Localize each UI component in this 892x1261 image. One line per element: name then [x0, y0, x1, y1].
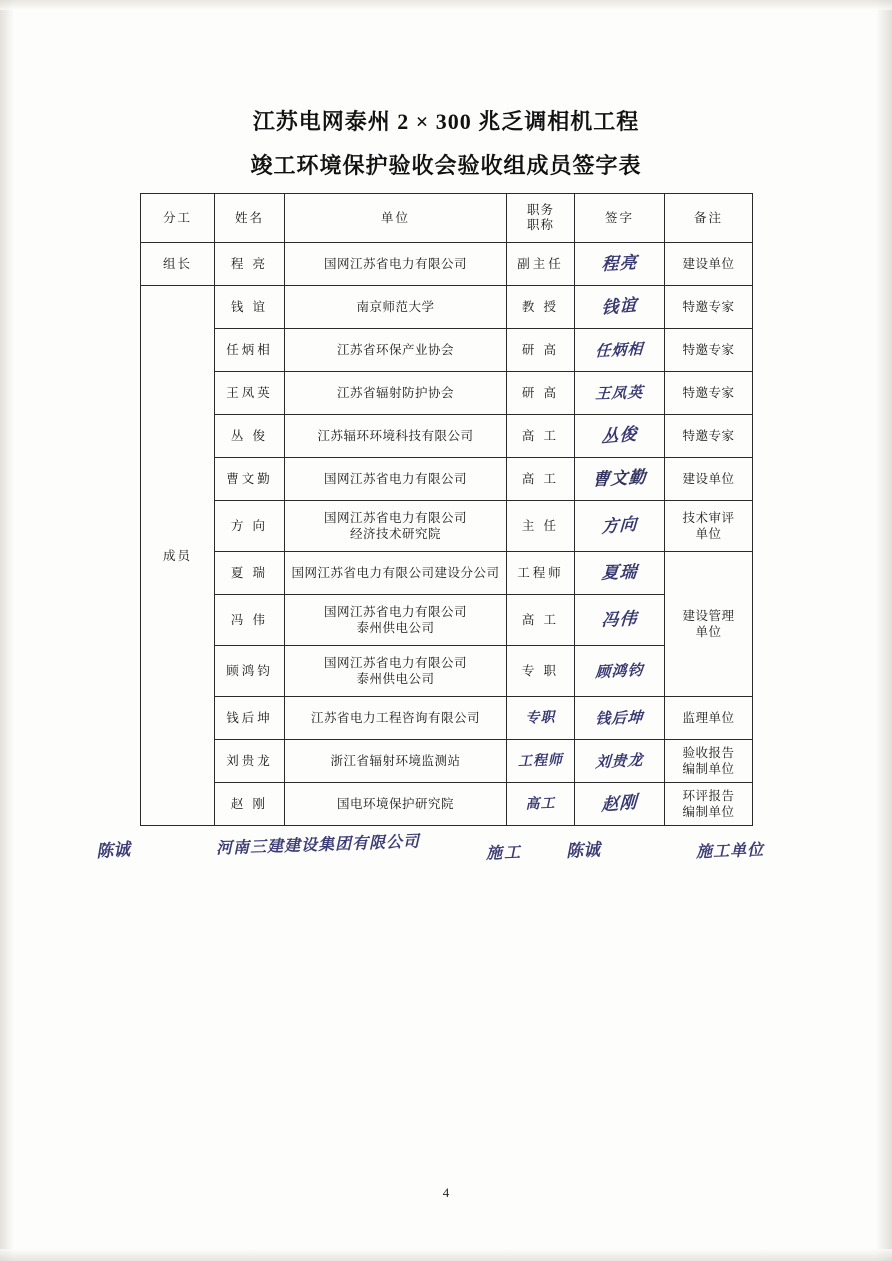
- title-cell: 研 高: [507, 329, 575, 372]
- unit-cell: 江苏省环保产业协会: [285, 329, 507, 372]
- table-row: [141, 372, 753, 415]
- title-cell-handwritten: [507, 740, 575, 783]
- scan-edge-left: [0, 0, 14, 1261]
- unit-cell: 国网江苏省电力有限公司: [285, 243, 507, 286]
- unit-cell: [285, 501, 507, 552]
- header-role: 分工: [141, 194, 215, 243]
- role-member: 成员: [141, 286, 215, 826]
- name-cell: 顾鸿钧: [215, 646, 285, 697]
- title-cell: 主 任: [507, 501, 575, 552]
- bottom-handwritten-annotations: [86, 830, 826, 876]
- signature-cell: [575, 415, 665, 458]
- remark-line-2: 编制单位: [682, 762, 735, 776]
- unit-line-1: 国网江苏省电力有限公司: [323, 656, 467, 670]
- signature-handwriting: 王凤英: [594, 383, 645, 403]
- unit-cell: 国电环境保护研究院: [285, 783, 507, 826]
- table-row: [141, 697, 753, 740]
- unit-line-2: 泰州供电公司: [356, 672, 435, 686]
- title-cell: 教 授: [507, 286, 575, 329]
- signature-cell: [575, 740, 665, 783]
- table-row: [141, 243, 753, 286]
- title-cell-handwritten: [507, 783, 575, 826]
- name-cell: 钱后坤: [215, 697, 285, 740]
- remark-cell: 特邀专家: [665, 329, 753, 372]
- table-body: [141, 243, 753, 826]
- unit-cell: 江苏省辐射防护协会: [285, 372, 507, 415]
- title-handwriting: 高工: [525, 795, 556, 813]
- title-cell: 高 工: [507, 595, 575, 646]
- signature-table: [140, 193, 753, 826]
- name-cell: 任炳相: [215, 329, 285, 372]
- remark-line-1: 建设管理: [682, 609, 735, 623]
- name-cell: 冯 伟: [215, 595, 285, 646]
- signature-cell: [575, 243, 665, 286]
- signature-handwriting: 方向: [601, 514, 638, 538]
- title-cell: 研 高: [507, 372, 575, 415]
- unit-cell: [285, 595, 507, 646]
- remark-line-1: 环评报告: [682, 789, 735, 803]
- name-cell: 方 向: [215, 501, 285, 552]
- name-cell: 刘贵龙: [215, 740, 285, 783]
- remark-cell: 建设单位: [665, 243, 753, 286]
- table-row: [141, 415, 753, 458]
- title-handwriting: 专职: [525, 709, 556, 727]
- title-handwriting: 工程师: [517, 752, 564, 770]
- unit-line-2: 泰州供电公司: [356, 621, 435, 635]
- title-cell: 高 工: [507, 458, 575, 501]
- signature-handwriting: 丛俊: [601, 424, 638, 448]
- signature-cell: [575, 552, 665, 595]
- title-cell: 专 职: [507, 646, 575, 697]
- unit-cell: [285, 646, 507, 697]
- header-signature: 签字: [575, 194, 665, 243]
- signature-cell: [575, 783, 665, 826]
- table-row: [141, 286, 753, 329]
- unit-cell: 浙江省辐射环境监测站: [285, 740, 507, 783]
- signature-cell: [575, 646, 665, 697]
- remark-cell: 监理单位: [665, 697, 753, 740]
- document-title: [140, 100, 752, 188]
- title-cell: 工程师: [507, 552, 575, 595]
- name-cell: 王凤英: [215, 372, 285, 415]
- remark-line-2: 编制单位: [682, 805, 735, 819]
- remark-cell: [665, 783, 753, 826]
- unit-line-1: 国网江苏省电力有限公司: [323, 605, 467, 619]
- signature-handwriting: 曹文勤: [592, 467, 647, 491]
- annotation-signature-2: 陈诚: [565, 840, 601, 862]
- signature-handwriting: 顾鸿钧: [595, 660, 644, 682]
- name-cell: 赵 刚: [215, 783, 285, 826]
- signature-handwriting: 程亮: [600, 253, 639, 275]
- signature-handwriting: 赵刚: [601, 792, 638, 816]
- header-title-line2: 职称: [526, 218, 554, 232]
- table-row: [141, 646, 753, 697]
- remark-cell: 特邀专家: [665, 372, 753, 415]
- signature-handwriting: 任炳相: [595, 339, 644, 361]
- scan-edge-bottom: [0, 1249, 892, 1261]
- signature-cell: [575, 697, 665, 740]
- header-title-line1: 职务: [526, 203, 554, 217]
- signature-cell: [575, 329, 665, 372]
- signature-handwriting: 刘贵龙: [595, 750, 644, 772]
- unit-cell: 江苏辐环环境科技有限公司: [285, 415, 507, 458]
- remark-cell: 特邀专家: [665, 286, 753, 329]
- table-row: [141, 783, 753, 826]
- title-cell: 高 工: [507, 415, 575, 458]
- annotation-unit: 施工单位: [695, 839, 765, 862]
- role-leader: 组长: [141, 243, 215, 286]
- name-cell: 钱 谊: [215, 286, 285, 329]
- page-number: 4: [442, 1185, 450, 1200]
- remark-line-2: 单位: [695, 625, 722, 639]
- name-cell: 夏 瑞: [215, 552, 285, 595]
- name-cell: 曹文勤: [215, 458, 285, 501]
- table-row: [141, 458, 753, 501]
- signature-table-container: [140, 193, 752, 826]
- signature-handwriting: 夏瑞: [600, 562, 639, 584]
- name-cell: 丛 俊: [215, 415, 285, 458]
- annotation-company: 河南三建建设集团有限公司: [215, 831, 421, 858]
- remark-cell-merged: [665, 552, 753, 697]
- header-remark: 备注: [665, 194, 753, 243]
- remark-line-2: 单位: [695, 527, 722, 541]
- signature-handwriting: 钱谊: [601, 295, 638, 319]
- remark-line-1: 技术审评: [682, 511, 735, 525]
- remark-cell: [665, 740, 753, 783]
- title-cell: 副主任: [507, 243, 575, 286]
- table-row: [141, 740, 753, 783]
- title-line-1: 江苏电网泰州 2 × 300 兆乏调相机工程: [252, 109, 640, 134]
- unit-cell: 国网江苏省电力有限公司建设分公司: [285, 552, 507, 595]
- title-cell-handwritten: [507, 697, 575, 740]
- unit-line-2: 经济技术研究院: [349, 527, 441, 541]
- signature-handwriting: 冯伟: [600, 609, 639, 631]
- table-row: [141, 329, 753, 372]
- signature-cell: [575, 286, 665, 329]
- table-row: [141, 552, 753, 595]
- header-title: [507, 194, 575, 243]
- signature-cell: [575, 458, 665, 501]
- signature-cell: [575, 372, 665, 415]
- signature-cell: [575, 501, 665, 552]
- remark-cell: 建设单位: [665, 458, 753, 501]
- annotation-signature-1: 陈诚: [95, 839, 131, 863]
- header-name: 姓名: [215, 194, 285, 243]
- scan-edge-top: [0, 0, 892, 10]
- title-line-2: 竣工环境保护验收会验收组成员签字表: [250, 153, 642, 178]
- name-cell: 程 亮: [215, 243, 285, 286]
- remark-cell: [665, 501, 753, 552]
- table-row: [141, 501, 753, 552]
- remark-line-1: 验收报告: [682, 746, 735, 760]
- unit-cell: 南京师范大学: [285, 286, 507, 329]
- scan-edge-right: [876, 0, 892, 1261]
- header-unit: 单位: [285, 194, 507, 243]
- annotation-role: 施工: [485, 842, 523, 863]
- unit-line-1: 国网江苏省电力有限公司: [323, 511, 467, 525]
- table-header-row: [141, 194, 753, 243]
- signature-cell: [575, 595, 665, 646]
- unit-cell: 江苏省电力工程咨询有限公司: [285, 697, 507, 740]
- signature-handwriting: 钱后坤: [594, 708, 645, 728]
- unit-cell: 国网江苏省电力有限公司: [285, 458, 507, 501]
- remark-cell: 特邀专家: [665, 415, 753, 458]
- table-row: [141, 595, 753, 646]
